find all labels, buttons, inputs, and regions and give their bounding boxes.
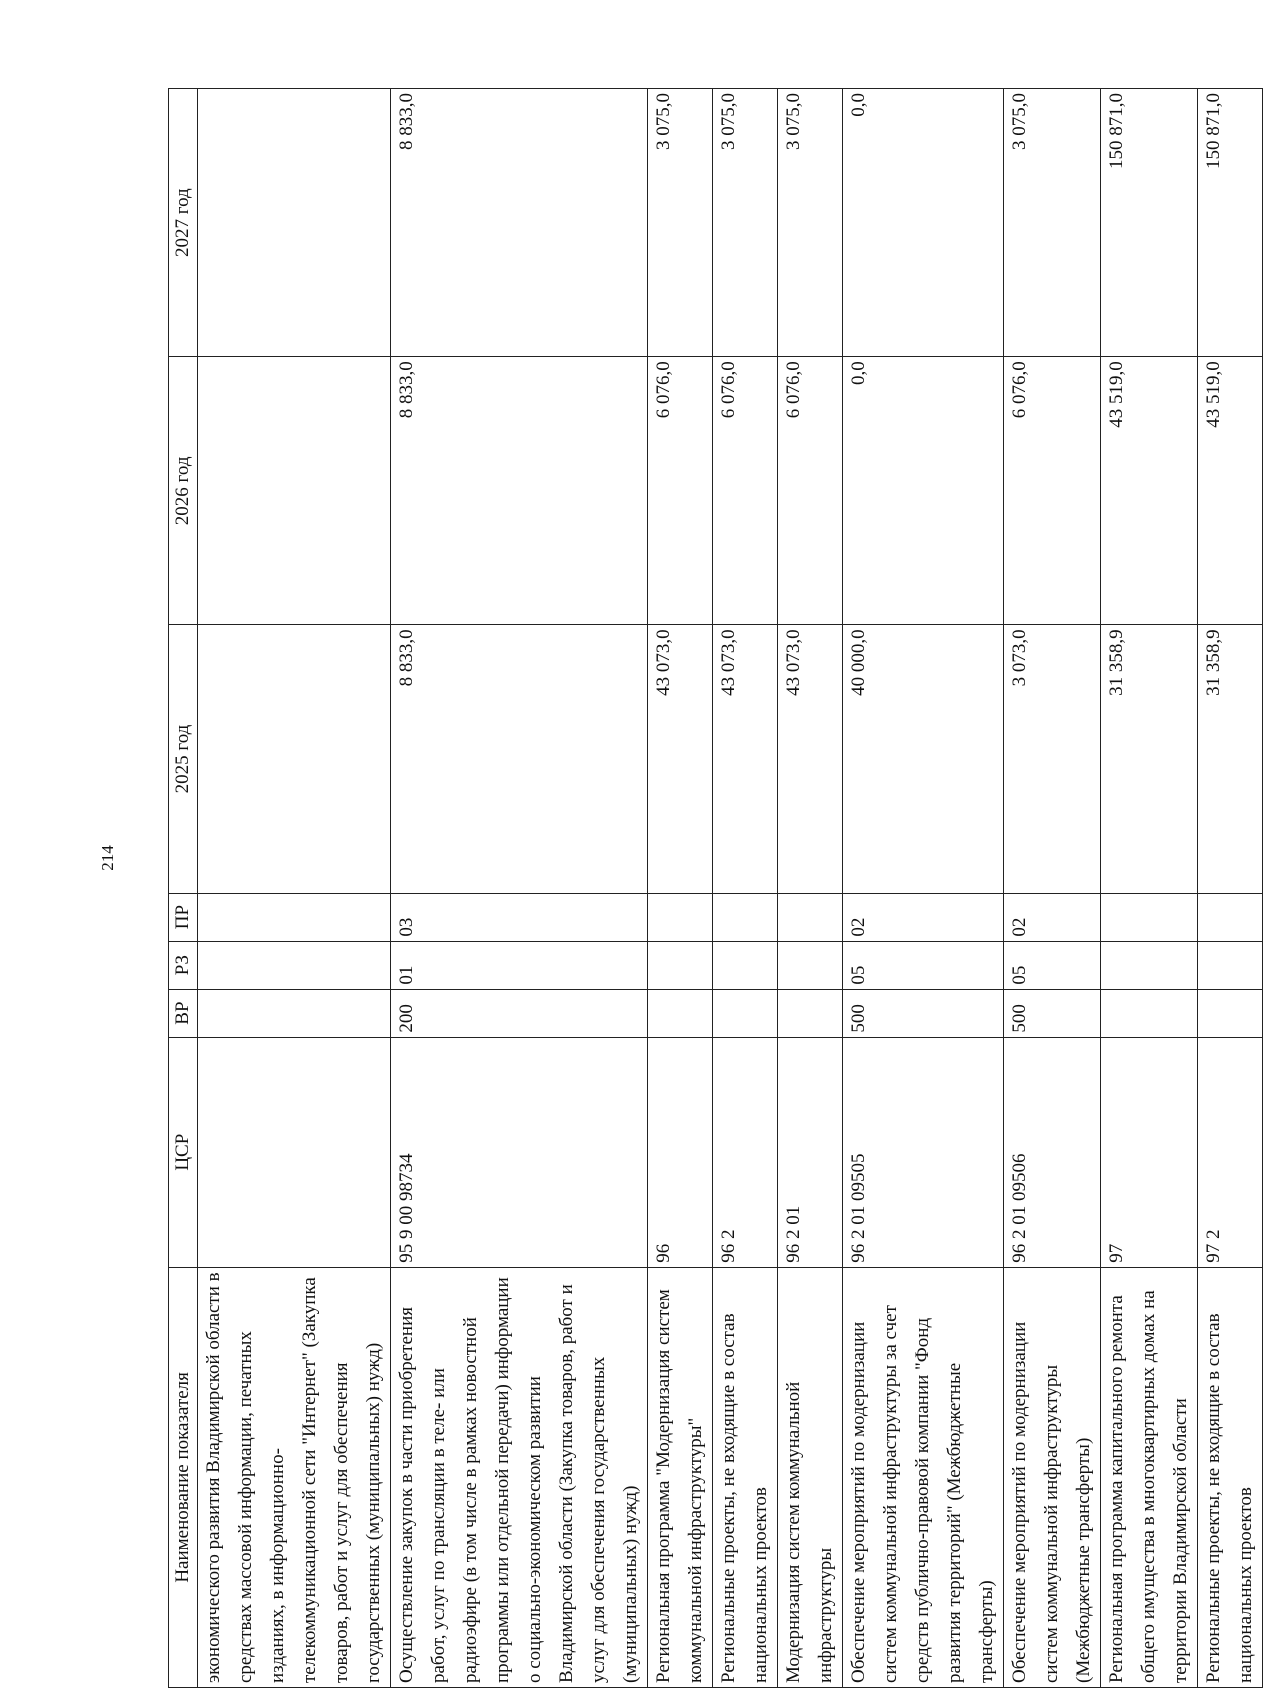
header-csr: ЦСР (169, 1037, 198, 1267)
cell-2027: 150 871,0 (1198, 89, 1263, 357)
table-row (198, 89, 391, 1688)
table-row (1004, 89, 1101, 1688)
cell-pr (1198, 893, 1263, 941)
cell-pr (1101, 893, 1198, 941)
cell-csr: 97 (1101, 1037, 1198, 1267)
cell-2027: 150 871,0 (1101, 89, 1198, 357)
cell-name: Обеспечение мероприятий по модернизации систем коммунальной инфраструктуры (Межбюджетные трансферты) (1004, 1267, 1101, 1687)
cell-rz (198, 941, 391, 989)
cell-csr: 95 9 00 98734 (391, 1037, 648, 1267)
cell-pr (713, 893, 778, 941)
budget-table (168, 88, 1263, 1688)
cell-name: Региональные проекты, не входящие в состав национальных проектов (713, 1267, 778, 1687)
cell-pr: 02 (843, 893, 1004, 941)
cell-2027: 3 075,0 (648, 89, 713, 357)
cell-csr: 97 2 (1198, 1037, 1263, 1267)
cell-csr: 96 2 01 (778, 1037, 843, 1267)
cell-rz: 05 (1004, 941, 1101, 989)
cell-2027: 8 833,0 (391, 89, 648, 357)
header-pr: ПР (169, 893, 198, 941)
table-row (843, 89, 1004, 1688)
table-row (391, 89, 648, 1688)
cell-2026: 43 519,0 (1101, 357, 1198, 625)
cell-vr (713, 989, 778, 1037)
cell-2025: 31 358,9 (1198, 625, 1263, 893)
table-row (1101, 89, 1198, 1688)
header-2025: 2025 год (169, 625, 198, 893)
cell-name: Региональная программа капитального ремонта общего имущества в многоквартирных домах на территории Владимирской области (1101, 1267, 1198, 1687)
table-header-row (169, 89, 198, 1688)
cell-rz (1198, 941, 1263, 989)
cell-2025: 3 073,0 (1004, 625, 1101, 893)
cell-vr: 500 (843, 989, 1004, 1037)
cell-2026: 8 833,0 (391, 357, 648, 625)
cell-2025: 31 358,9 (1101, 625, 1198, 893)
cell-name: экономического развития Владимирской области в средствах массовой информации, печатных изданиях, в информационно-телекоммуникационной сети "Интернет" (Закупка товаров, работ и услуг для обеспечения государственных (муниципальных) нужд) (198, 1267, 391, 1687)
cell-name: Региональная программа "Модернизация систем коммунальной инфраструктуры" (648, 1267, 713, 1687)
cell-vr (1198, 989, 1263, 1037)
cell-2026: 6 076,0 (1004, 357, 1101, 625)
header-rz: РЗ (169, 941, 198, 989)
cell-name: Региональные проекты, не входящие в состав национальных проектов (1198, 1267, 1263, 1687)
cell-2027: 3 075,0 (713, 89, 778, 357)
cell-name: Обеспечение мероприятий по модернизации систем коммунальной инфраструктуры за счет средств публично-правовой компании "Фонд развития территорий" (Межбюджетные трансферты) (843, 1267, 1004, 1687)
page-number: 214 (98, 845, 117, 871)
cell-2026: 6 076,0 (713, 357, 778, 625)
cell-csr: 96 (648, 1037, 713, 1267)
cell-pr: 02 (1004, 893, 1101, 941)
cell-2026: 43 519,0 (1198, 357, 1263, 625)
cell-2025: 8 833,0 (391, 625, 648, 893)
cell-rz (778, 941, 843, 989)
cell-2025: 43 073,0 (713, 625, 778, 893)
cell-rz (713, 941, 778, 989)
header-2027: 2027 год (169, 89, 198, 357)
cell-rz (1101, 941, 1198, 989)
table-row (648, 89, 713, 1688)
cell-2027: 3 075,0 (1004, 89, 1101, 357)
cell-2025: 40 000,0 (843, 625, 1004, 893)
cell-rz (648, 941, 713, 989)
cell-2027: 0,0 (843, 89, 1004, 357)
cell-vr: 200 (391, 989, 648, 1037)
rotated-table-container (168, 88, 1256, 1688)
cell-2026: 0,0 (843, 357, 1004, 625)
cell-rz: 01 (391, 941, 648, 989)
cell-vr (198, 989, 391, 1037)
cell-vr (1101, 989, 1198, 1037)
cell-pr: 03 (391, 893, 648, 941)
table-row (778, 89, 843, 1688)
cell-2026: 6 076,0 (648, 357, 713, 625)
cell-vr (778, 989, 843, 1037)
cell-2025 (198, 625, 391, 893)
cell-pr (778, 893, 843, 941)
cell-2025: 43 073,0 (648, 625, 713, 893)
cell-csr: 96 2 01 09505 (843, 1037, 1004, 1267)
table-row (1198, 89, 1263, 1688)
cell-rz: 05 (843, 941, 1004, 989)
cell-2027: 3 075,0 (778, 89, 843, 357)
cell-csr: 96 2 (713, 1037, 778, 1267)
cell-2026 (198, 357, 391, 625)
cell-vr: 500 (1004, 989, 1101, 1037)
cell-name: Модернизация систем коммунальной инфраструктуры (778, 1267, 843, 1687)
cell-pr (198, 893, 391, 941)
cell-vr (648, 989, 713, 1037)
cell-2027 (198, 89, 391, 357)
cell-2026: 6 076,0 (778, 357, 843, 625)
cell-csr: 96 2 01 09506 (1004, 1037, 1101, 1267)
header-vr: ВР (169, 989, 198, 1037)
cell-pr (648, 893, 713, 941)
cell-2025: 43 073,0 (778, 625, 843, 893)
table-row (713, 89, 778, 1688)
header-name: Наименование показателя (169, 1267, 198, 1687)
cell-name: Осуществление закупок в части приобретения работ, услуг по трансляции в теле- или радиоэфире (в том числе в рамках новостной программы или отдельной передачи) информации о социально-экономическом развитии Владимирской области (Закупка товаров, работ и услуг для обеспечения государственных (муниципальных) нужд) (391, 1267, 648, 1687)
cell-csr (198, 1037, 391, 1267)
header-2026: 2026 год (169, 357, 198, 625)
